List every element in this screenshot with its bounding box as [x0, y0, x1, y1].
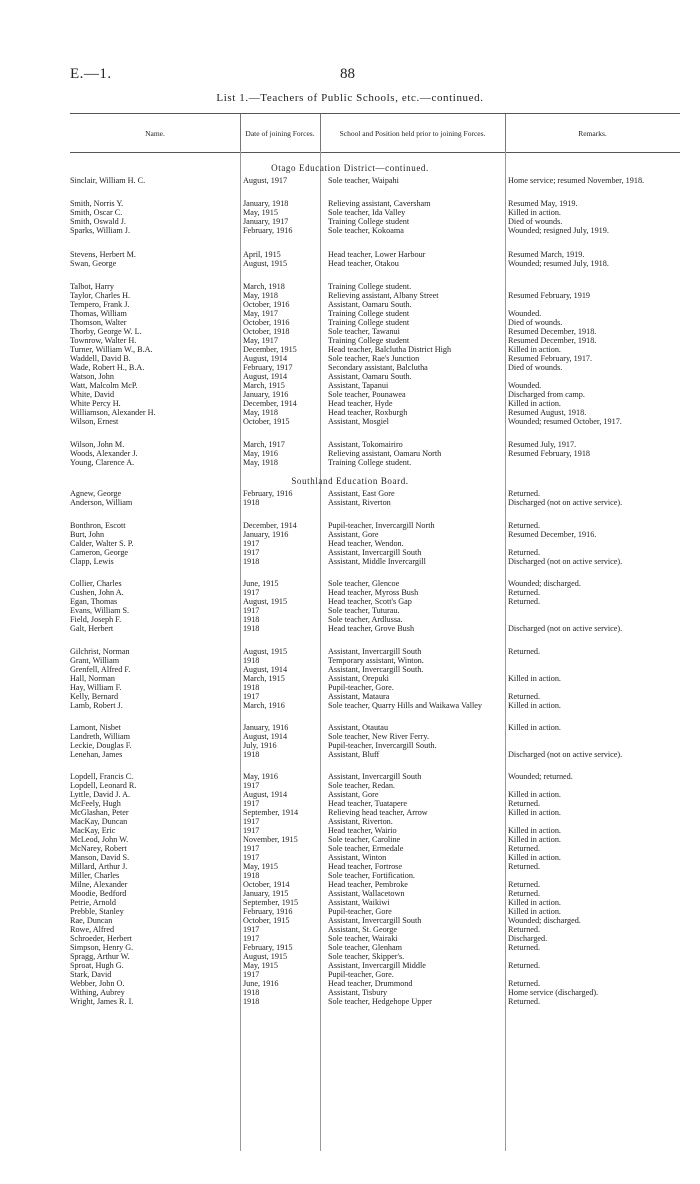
- remarks-cell: Killed in action.: [508, 702, 561, 710]
- school-cell: Sole teacher, Fortification.: [328, 872, 415, 880]
- name-cell: Sproat, Hugh G.: [70, 962, 124, 970]
- date-cell: 1917: [243, 800, 260, 808]
- date-cell: October, 1914: [243, 881, 290, 889]
- remarks-cell: Resumed August, 1918.: [508, 409, 587, 417]
- name-cell: Wilson, Ernest: [70, 418, 119, 426]
- date-cell: May, 1915: [243, 209, 278, 217]
- school-cell: Head teacher, Grove Bush: [328, 625, 415, 633]
- name-cell: Watt, Malcolm McP.: [70, 382, 138, 390]
- date-cell: January, 1915: [243, 890, 289, 898]
- remarks-cell: Killed in action.: [508, 908, 561, 916]
- remarks-cell: Discharged (not on active service).: [508, 499, 623, 507]
- name-cell: Collier, Charles: [70, 580, 122, 588]
- remarks-cell: Returned.: [508, 598, 541, 606]
- remarks-cell: Killed in action.: [508, 675, 561, 683]
- school-cell: Sole teacher, Pounawea: [328, 391, 406, 399]
- date-cell: 1918: [243, 657, 260, 665]
- date-cell: 1918: [243, 684, 260, 692]
- date-cell: October, 1915: [243, 917, 290, 925]
- name-cell: Thomas, William: [70, 310, 127, 318]
- remarks-cell: Discharged (not on active service).: [508, 751, 623, 759]
- date-cell: 1917: [243, 854, 260, 862]
- remarks-cell: Resumed February, 1919: [508, 292, 591, 300]
- date-cell: May, 1915: [243, 962, 278, 970]
- date-cell: May, 1917: [243, 337, 278, 345]
- name-cell: Lopdell, Leonard R.: [70, 782, 137, 790]
- column-header-remarks: Remarks.: [578, 128, 607, 138]
- remarks-cell: Returned.: [508, 490, 541, 498]
- school-cell: Assistant, Gore: [328, 791, 379, 799]
- name-cell: McFeely, Hugh: [70, 800, 121, 808]
- date-cell: May, 1917: [243, 310, 278, 318]
- name-cell: Rae, Duncan: [70, 917, 113, 925]
- remarks-cell: Wounded; resumed July, 1918.: [508, 260, 609, 268]
- school-cell: Sole teacher, Ermedale: [328, 845, 404, 853]
- name-cell: Stevens, Herbert M.: [70, 251, 136, 259]
- school-cell: Sole teacher, Glencoe: [328, 580, 400, 588]
- section-title: Otago Education District—continued.: [271, 163, 429, 173]
- remarks-cell: Died of wounds.: [508, 319, 563, 327]
- name-cell: McLeod, John W.: [70, 836, 129, 844]
- date-cell: December, 1914: [243, 522, 297, 530]
- remarks-cell: Discharged (not on active service).: [508, 558, 623, 566]
- date-cell: 1918: [243, 625, 260, 633]
- school-cell: Assistant, Winton: [328, 854, 387, 862]
- school-cell: Assistant, East Gore: [328, 490, 395, 498]
- remarks-cell: Returned.: [508, 980, 541, 988]
- remarks-cell: Returned.: [508, 845, 541, 853]
- school-cell: Assistant, Invercargill South.: [328, 666, 424, 674]
- name-cell: Landreth, William: [70, 733, 130, 741]
- school-cell: Sole teacher, Skipper's.: [328, 953, 405, 961]
- school-cell: Assistant, Orepuki: [328, 675, 389, 683]
- school-cell: Relieving head teacher, Arrow: [328, 809, 428, 817]
- remarks-cell: Returned.: [508, 944, 541, 952]
- school-cell: Assistant, Bluff: [328, 751, 380, 759]
- name-cell: Wright, James R. I.: [70, 998, 134, 1006]
- remarks-cell: Killed in action.: [508, 854, 561, 862]
- date-cell: 1917: [243, 782, 260, 790]
- school-cell: Relieving assistant, Albany Street: [328, 292, 439, 300]
- remarks-cell: Resumed February, 1918: [508, 450, 591, 458]
- remarks-cell: Discharged (not on active service).: [508, 625, 623, 633]
- remarks-cell: Resumed December, 1918.: [508, 328, 597, 336]
- date-cell: January, 1916: [243, 531, 289, 539]
- date-cell: February, 1916: [243, 490, 293, 498]
- date-cell: 1917: [243, 845, 260, 853]
- name-cell: Thomson, Walter: [70, 319, 127, 327]
- name-cell: Stark, David: [70, 971, 112, 979]
- school-cell: Head teacher, Otakou: [328, 260, 399, 268]
- name-cell: Bonthron, Escott: [70, 522, 126, 530]
- name-cell: Evans, William S.: [70, 607, 130, 615]
- school-cell: Sole teacher, Kokoama: [328, 227, 404, 235]
- remarks-cell: Home service (discharged).: [508, 989, 599, 997]
- date-cell: March, 1915: [243, 382, 285, 390]
- date-cell: April, 1915: [243, 251, 281, 259]
- name-cell: Miller, Charles: [70, 872, 120, 880]
- school-cell: Head teacher, Myross Bush: [328, 589, 419, 597]
- name-cell: McGlashan, Peter: [70, 809, 129, 817]
- name-cell: Wade, Robert H., B.A.: [70, 364, 145, 372]
- remarks-cell: Returned.: [508, 890, 541, 898]
- name-cell: Cushen, John A.: [70, 589, 124, 597]
- name-cell: Spragg, Arthur W.: [70, 953, 130, 961]
- date-cell: 1918: [243, 558, 260, 566]
- name-cell: Millard, Arthur J.: [70, 863, 128, 871]
- school-cell: Training College student.: [328, 459, 412, 467]
- date-cell: August, 1915: [243, 260, 288, 268]
- school-cell: Assistant, St. George: [328, 926, 397, 934]
- name-cell: Hall, Norman: [70, 675, 116, 683]
- date-cell: January, 1916: [243, 391, 289, 399]
- date-cell: March, 1915: [243, 675, 285, 683]
- date-cell: 1917: [243, 827, 260, 835]
- name-cell: Agnew, George: [70, 490, 122, 498]
- school-cell: Assistant, Invercargill South: [328, 917, 422, 925]
- school-cell: Assistant, Invercargill South: [328, 648, 422, 656]
- school-cell: Training College student.: [328, 283, 412, 291]
- column-header-row: [70, 113, 680, 153]
- school-cell: Sole teacher, Waipahi: [328, 177, 399, 185]
- date-cell: January, 1917: [243, 218, 289, 226]
- school-cell: Sole teacher, Ida Valley: [328, 209, 406, 217]
- name-cell: Burt, John: [70, 531, 105, 539]
- date-cell: August, 1914: [243, 355, 288, 363]
- school-cell: Head teacher, Roxburgh: [328, 409, 408, 417]
- school-cell: Pupil-teacher, Gore.: [328, 971, 394, 979]
- name-cell: Townrow, Walter H.: [70, 337, 137, 345]
- school-cell: Head teacher, Tuatapere: [328, 800, 408, 808]
- name-cell: Webber, John O.: [70, 980, 125, 988]
- date-cell: February, 1916: [243, 908, 293, 916]
- remarks-cell: Resumed July, 1917.: [508, 441, 577, 449]
- remarks-cell: Wounded; resigned July, 1919.: [508, 227, 609, 235]
- column-divider: [240, 151, 241, 1151]
- date-cell: 1918: [243, 616, 260, 624]
- name-cell: Grenfell, Alfred F.: [70, 666, 131, 674]
- date-cell: August, 1914: [243, 373, 288, 381]
- remarks-cell: Returned.: [508, 881, 541, 889]
- school-cell: Assistant, Invercargill Middle: [328, 962, 426, 970]
- remarks-cell: Returned.: [508, 863, 541, 871]
- remarks-cell: Returned.: [508, 549, 541, 557]
- school-cell: Assistant, Mosgiel: [328, 418, 389, 426]
- school-cell: Assistant, Oamaru South.: [328, 373, 412, 381]
- school-cell: Assistant, Wallacetown: [328, 890, 405, 898]
- school-cell: Sole teacher, Rae's Junction: [328, 355, 420, 363]
- school-cell: Assistant, Oamaru South.: [328, 301, 412, 309]
- date-cell: October, 1918: [243, 328, 290, 336]
- remarks-cell: Discharged from camp.: [508, 391, 585, 399]
- date-cell: August, 1914: [243, 733, 288, 741]
- page-number: 88: [340, 66, 355, 82]
- name-cell: Clapp, Lewis: [70, 558, 114, 566]
- school-cell: Sole teacher, Wairaki: [328, 935, 398, 943]
- remarks-cell: Wounded; discharged.: [508, 917, 581, 925]
- remarks-cell: Killed in action.: [508, 899, 561, 907]
- school-cell: Sole teacher, Quarry Hills and Waikawa Valley: [328, 702, 482, 710]
- name-cell: Young, Clarence A.: [70, 459, 135, 467]
- remarks-cell: Returned.: [508, 522, 541, 530]
- date-cell: March, 1918: [243, 283, 285, 291]
- school-cell: Assistant, Middle Invercargill: [328, 558, 426, 566]
- school-cell: Head teacher, Balclutha District High: [328, 346, 452, 354]
- remarks-cell: Wounded; returned.: [508, 773, 573, 781]
- remarks-cell: Killed in action.: [508, 400, 561, 408]
- date-cell: 1917: [243, 693, 260, 701]
- date-cell: 1918: [243, 989, 260, 997]
- name-cell: Sinclair, William H. C.: [70, 177, 146, 185]
- remarks-cell: Killed in action.: [508, 809, 561, 817]
- remarks-cell: Killed in action.: [508, 827, 561, 835]
- remarks-cell: Resumed May, 1919.: [508, 200, 578, 208]
- date-cell: May, 1915: [243, 863, 278, 871]
- name-cell: Leckie, Douglas F.: [70, 742, 132, 750]
- date-cell: 1918: [243, 998, 260, 1006]
- name-cell: Thorby, George W. L.: [70, 328, 142, 336]
- name-cell: Schroeder, Herbert: [70, 935, 132, 943]
- remarks-cell: Returned.: [508, 962, 541, 970]
- school-cell: Head teacher, Wendon.: [328, 540, 404, 548]
- name-cell: Sparks, William J.: [70, 227, 131, 235]
- name-cell: Talbot, Harry: [70, 283, 114, 291]
- date-cell: January, 1918: [243, 200, 289, 208]
- remarks-cell: Resumed March, 1919.: [508, 251, 585, 259]
- list-title: List 1.—Teachers of Public Schools, etc.—continued.: [216, 92, 484, 104]
- date-cell: October, 1916: [243, 301, 290, 309]
- name-cell: Swan, George: [70, 260, 117, 268]
- school-cell: Sole teacher, Tawanui: [328, 328, 400, 336]
- name-cell: Gilchrist, Norman: [70, 648, 130, 656]
- column-divider: [505, 151, 506, 1151]
- date-cell: February, 1916: [243, 227, 293, 235]
- school-cell: Assistant, Invercargill South: [328, 773, 422, 781]
- name-cell: Lamb, Robert J.: [70, 702, 123, 710]
- school-cell: Assistant, Invercargill South: [328, 549, 422, 557]
- column-header-date: Date of joining Forces.: [240, 114, 321, 152]
- remarks-cell: Killed in action.: [508, 209, 561, 217]
- date-cell: 1918: [243, 751, 260, 759]
- name-cell: MacKay, Duncan: [70, 818, 128, 826]
- name-cell: Watson, John: [70, 373, 114, 381]
- name-cell: Milne, Alexander: [70, 881, 128, 889]
- name-cell: Williamson, Alexander H.: [70, 409, 156, 417]
- date-cell: 1918: [243, 872, 260, 880]
- remarks-cell: Killed in action.: [508, 724, 561, 732]
- name-cell: Woods, Alexander J.: [70, 450, 138, 458]
- name-cell: Rowe, Alfred: [70, 926, 115, 934]
- school-cell: Sole teacher, Glenham: [328, 944, 403, 952]
- name-cell: Cameron, George: [70, 549, 129, 557]
- school-cell: Training College student: [328, 310, 410, 318]
- date-cell: May, 1916: [243, 450, 278, 458]
- school-cell: Head teacher, Pembroke: [328, 881, 408, 889]
- school-cell: Assistant, Otautau: [328, 724, 389, 732]
- name-cell: Kelly, Bernard: [70, 693, 119, 701]
- school-cell: Sole teacher, Hedgehope Upper: [328, 998, 432, 1006]
- name-cell: Moodie, Bedford: [70, 890, 127, 898]
- school-cell: Temporary assistant, Winton.: [328, 657, 424, 665]
- remarks-cell: Wounded; resumed October, 1917.: [508, 418, 622, 426]
- name-cell: MacKay, Eric: [70, 827, 116, 835]
- school-cell: Assistant, Mataura: [328, 693, 390, 701]
- column-header-name: Name.: [70, 114, 241, 152]
- school-cell: Training College student: [328, 319, 410, 327]
- name-cell: Petrie, Arnold: [70, 899, 116, 907]
- date-cell: May, 1918: [243, 459, 278, 467]
- date-cell: May, 1918: [243, 409, 278, 417]
- name-cell: Prebble, Stanley: [70, 908, 124, 916]
- school-cell: Training College student: [328, 218, 410, 226]
- name-cell: Waddell, David B.: [70, 355, 131, 363]
- date-cell: June, 1916: [243, 980, 279, 988]
- school-cell: Head teacher, Drummond: [328, 980, 413, 988]
- name-cell: Lyttle, David J. A.: [70, 791, 131, 799]
- school-cell: Assistant, Tokomairiro: [328, 441, 403, 449]
- remarks-cell: Resumed December, 1918.: [508, 337, 597, 345]
- name-cell: Smith, Oswald J.: [70, 218, 126, 226]
- date-cell: 1917: [243, 935, 260, 943]
- school-cell: Head teacher, Hyde: [328, 400, 393, 408]
- name-cell: Taylor, Charles H.: [70, 292, 131, 300]
- school-cell: Assistant, Riverton.: [328, 818, 393, 826]
- remarks-cell: Killed in action.: [508, 836, 561, 844]
- date-cell: February, 1915: [243, 944, 293, 952]
- name-cell: Hay, William F.: [70, 684, 122, 692]
- remarks-cell: Discharged.: [508, 935, 548, 943]
- remarks-cell: Home service; resumed November, 1918.: [508, 177, 645, 185]
- date-cell: September, 1915: [243, 899, 299, 907]
- school-cell: Relieving assistant, Oamaru North: [328, 450, 442, 458]
- date-cell: May, 1918: [243, 292, 278, 300]
- remarks-cell: Returned.: [508, 800, 541, 808]
- school-cell: Pupil-teacher, Gore: [328, 908, 392, 916]
- date-cell: 1917: [243, 971, 260, 979]
- remarks-cell: Killed in action.: [508, 346, 561, 354]
- date-cell: March, 1916: [243, 702, 285, 710]
- date-cell: October, 1916: [243, 319, 290, 327]
- name-cell: Lopdell, Francis C.: [70, 773, 134, 781]
- date-cell: November, 1915: [243, 836, 298, 844]
- school-cell: Assistant, Gore: [328, 531, 379, 539]
- remarks-cell: Died of wounds.: [508, 364, 563, 372]
- remarks-cell: Returned.: [508, 998, 541, 1006]
- date-cell: October, 1915: [243, 418, 290, 426]
- name-cell: Withing, Aubrey: [70, 989, 125, 997]
- date-cell: February, 1917: [243, 364, 293, 372]
- name-cell: Anderson, William: [70, 499, 133, 507]
- date-cell: December, 1914: [243, 400, 297, 408]
- school-cell: Training College student: [328, 337, 410, 345]
- date-cell: August, 1917: [243, 177, 288, 185]
- remarks-cell: Returned.: [508, 693, 541, 701]
- name-cell: Grant, William: [70, 657, 120, 665]
- series-header: E.—1.: [70, 66, 112, 82]
- remarks-cell: Wounded; discharged.: [508, 580, 581, 588]
- remarks-cell: Wounded.: [508, 382, 542, 390]
- date-cell: August, 1914: [243, 666, 288, 674]
- school-cell: Assistant, Riverton: [328, 499, 391, 507]
- date-cell: December, 1915: [243, 346, 297, 354]
- school-cell: Head teacher, Lower Harbour: [328, 251, 426, 259]
- school-cell: Pupil-teacher, Gore.: [328, 684, 394, 692]
- remarks-cell: Resumed February, 1917.: [508, 355, 593, 363]
- school-cell: Pupil-teacher, Invercargill North: [328, 522, 435, 530]
- school-cell: Sole teacher, Ardlussa.: [328, 616, 403, 624]
- school-cell: Sole teacher, Tuturau.: [328, 607, 400, 615]
- date-cell: June, 1915: [243, 580, 279, 588]
- name-cell: White, David: [70, 391, 115, 399]
- name-cell: Lenehan, James: [70, 751, 123, 759]
- date-cell: 1917: [243, 818, 260, 826]
- remarks-cell: Died of wounds.: [508, 218, 563, 226]
- name-cell: Manson, David S.: [70, 854, 130, 862]
- date-cell: 1917: [243, 540, 260, 548]
- school-cell: Head teacher, Fortrose: [328, 863, 403, 871]
- date-cell: July, 1916: [243, 742, 277, 750]
- school-cell: Relieving assistant, Caversham: [328, 200, 431, 208]
- date-cell: May, 1916: [243, 773, 278, 781]
- name-cell: Calder, Walter S. P.: [70, 540, 134, 548]
- school-cell: Head teacher, Wairio: [328, 827, 397, 835]
- school-cell: Head teacher, Scott's Gap: [328, 598, 412, 606]
- school-cell: Assistant, Waikiwi: [328, 899, 390, 907]
- name-cell: Galt, Herbert: [70, 625, 114, 633]
- school-cell: Sole teacher, Caroline: [328, 836, 401, 844]
- remarks-cell: Killed in action.: [508, 791, 561, 799]
- school-cell: Assistant, Tapanui: [328, 382, 389, 390]
- date-cell: 1917: [243, 549, 260, 557]
- date-cell: August, 1914: [243, 791, 288, 799]
- remarks-cell: Returned.: [508, 648, 541, 656]
- name-cell: Turner, William W., B.A.: [70, 346, 153, 354]
- school-cell: Assistant, Tisbury: [328, 989, 388, 997]
- date-cell: August, 1915: [243, 648, 288, 656]
- name-cell: White Percy H.: [70, 400, 121, 408]
- name-cell: Smith, Norris Y.: [70, 200, 124, 208]
- date-cell: 1917: [243, 607, 260, 615]
- date-cell: August, 1915: [243, 953, 288, 961]
- name-cell: Wilson, John M.: [70, 441, 125, 449]
- name-cell: Lamont, Nisbet: [70, 724, 121, 732]
- name-cell: Smith, Oscar C.: [70, 209, 123, 217]
- school-cell: Sole teacher, New River Ferry.: [328, 733, 429, 741]
- name-cell: Field, Joseph F.: [70, 616, 122, 624]
- name-cell: Simpson, Henry G.: [70, 944, 134, 952]
- date-cell: 1918: [243, 499, 260, 507]
- school-cell: Pupil-teacher, Invercargill South.: [328, 742, 437, 750]
- date-cell: 1917: [243, 589, 260, 597]
- remarks-cell: Wounded.: [508, 310, 542, 318]
- date-cell: 1917: [243, 926, 260, 934]
- name-cell: Tempero, Frank J.: [70, 301, 130, 309]
- remarks-cell: Resumed December, 1916.: [508, 531, 597, 539]
- school-cell: Secondary assistant, Balclutha: [328, 364, 428, 372]
- school-cell: Sole teacher, Redan.: [328, 782, 395, 790]
- date-cell: March, 1917: [243, 441, 285, 449]
- name-cell: McNarey, Robert: [70, 845, 127, 853]
- date-cell: January, 1916: [243, 724, 289, 732]
- remarks-cell: Returned.: [508, 926, 541, 934]
- remarks-cell: Returned.: [508, 589, 541, 597]
- name-cell: Egan, Thomas: [70, 598, 118, 606]
- date-cell: September, 1914: [243, 809, 299, 817]
- date-cell: August, 1915: [243, 598, 288, 606]
- section-title: Southland Education Board.: [291, 476, 409, 486]
- column-header-school: School and Position held prior to joining Forces.: [320, 114, 506, 152]
